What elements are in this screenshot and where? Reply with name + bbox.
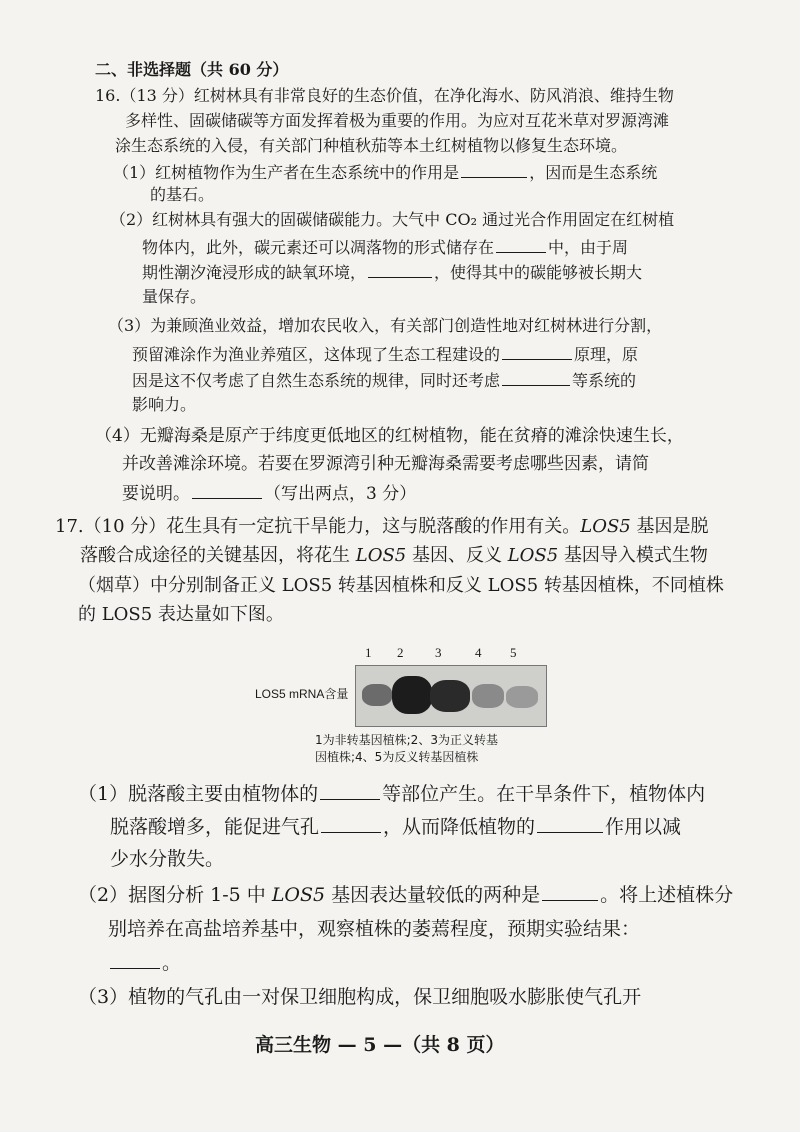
gel-figure <box>255 645 555 765</box>
q16-stem-line2: 多样性、固碳储碳等方面发挥着极为重要的作用。为应对互花米草对罗源湾滩 <box>125 111 670 130</box>
answer-blank[interactable] <box>461 163 527 178</box>
q17-part1-line3: 少水分散失。 <box>110 848 225 870</box>
q17-stem-line3: （烟草）中分别制备正义 LOS5 转基因植株和反义 LOS5 转基因植株，不同植株 <box>78 575 724 596</box>
q17-part2-line1: （2）据图分析 1-5 中 LOS5 基因表达量较低的两种是 。将上述植株分 <box>78 884 734 906</box>
answer-blank[interactable] <box>502 371 570 386</box>
lane-number: 5 <box>510 645 517 660</box>
page-footer: 高三生物 — 5 —（共 8 页） <box>255 1034 505 1056</box>
q16-part4-line3: 要说明。 （写出两点，3 分） <box>122 484 417 504</box>
q16-part4-line2: 并改善滩涂环境。若要在罗源湾引种无瓣海桑需要考虑哪些因素，请简 <box>122 454 649 474</box>
answer-blank[interactable] <box>320 785 380 800</box>
answer-blank[interactable] <box>110 954 160 969</box>
lane-number: 3 <box>435 645 442 660</box>
section-title: 二、非选择题（共 60 分） <box>95 60 289 79</box>
gel-band <box>362 684 392 706</box>
q16-part2-line1: （2）红树林具有强大的固碳储碳能力。大气中 CO₂ 通过光合作用固定在红树植 <box>110 210 675 229</box>
gel-caption-line1: 1为非转基因植株;2、3为正义转基 <box>315 733 498 747</box>
q16-stem-line3: 涂生态系统的入侵，有关部门种植秋茄等本土红树植物以修复生态环境。 <box>115 136 628 155</box>
q16-stem-line1: 16.（13 分）红树林具有非常良好的生态价值，在净化海水、防风消浪、维持生物 <box>95 86 674 105</box>
gel-band <box>472 684 504 708</box>
q16-part3-line4: 影响力。 <box>132 395 197 414</box>
gel-ylabel: LOS5 mRNA含量 <box>255 687 349 701</box>
answer-blank[interactable] <box>321 818 381 833</box>
q17-stem-line2: 落酸合成途径的关键基因，将花生 LOS5 基因、反义 LOS5 基因导入模式生物 <box>80 545 708 566</box>
answer-blank[interactable] <box>542 886 598 901</box>
lane-number: 2 <box>397 645 404 660</box>
answer-blank[interactable] <box>537 818 603 833</box>
gel-band <box>430 680 470 712</box>
q16-part1-line2: 的基石。 <box>150 185 215 204</box>
q17-part3-line1: （3）植物的气孔由一对保卫细胞构成，保卫细胞吸水膨胀使气孔开 <box>78 986 642 1008</box>
q17-stem-line4: 的 LOS5 表达量如下图。 <box>78 604 284 625</box>
q16-part3-line3: 因是这不仅考虑了自然生态系统的规律，同时还考虑 等系统的 <box>132 371 637 390</box>
q16-part2-line2: 物体内，此外，碳元素还可以凋落物的形式储存在 中，由于周 <box>142 238 629 257</box>
answer-blank[interactable] <box>368 263 432 278</box>
gel-band <box>506 686 538 708</box>
q16-part3-line2: 预留滩涂作为渔业养殖区，这体现了生态工程建设的 原理，原 <box>132 345 639 364</box>
q17-stem-line1: 17.（10 分）花生具有一定抗干旱能力，这与脱落酸的作用有关。LOS5 基因是脱 <box>55 516 709 537</box>
q16-part4-line1: （4）无瓣海桑是原产于纬度更低地区的红树植物，能在贫瘠的滩涂快速生长， <box>95 426 684 446</box>
q16-part2-line4: 量保存。 <box>142 287 207 306</box>
q16-part3-line1: （3）为兼顾渔业效益，增加农民收入，有关部门创造性地对红树林进行分割， <box>108 316 663 335</box>
gel-band <box>392 676 432 714</box>
q16-part2-line3: 期性潮汐淹浸形成的缺氧环境， ，使得其中的碳能够被长期大 <box>142 263 643 282</box>
answer-blank[interactable] <box>502 345 572 360</box>
gel-image <box>355 665 547 727</box>
answer-blank[interactable] <box>496 238 546 253</box>
answer-blank[interactable] <box>192 484 262 499</box>
gel-caption-line2: 因植株;4、5为反义转基因植株 <box>315 750 479 764</box>
q17-part1-line1: （1）脱落酸主要由植物体的 等部位产生。在干旱条件下，植物体内 <box>78 783 706 805</box>
q17-part2-line2: 别培养在高盐培养基中，观察植株的萎蔫程度，预期实验结果： <box>108 918 641 940</box>
lane-number: 4 <box>475 645 482 660</box>
q16-part1-line1: （1）红树植物作为生产者在生态系统中的作用是 ，因而是生态系统 <box>113 163 658 182</box>
q17-part2-line3: 。 <box>108 954 181 973</box>
q17-part1-line2: 脱落酸增多，能促进气孔 ，从而降低植物的 作用以减 <box>110 816 682 838</box>
lane-number: 1 <box>365 645 372 660</box>
